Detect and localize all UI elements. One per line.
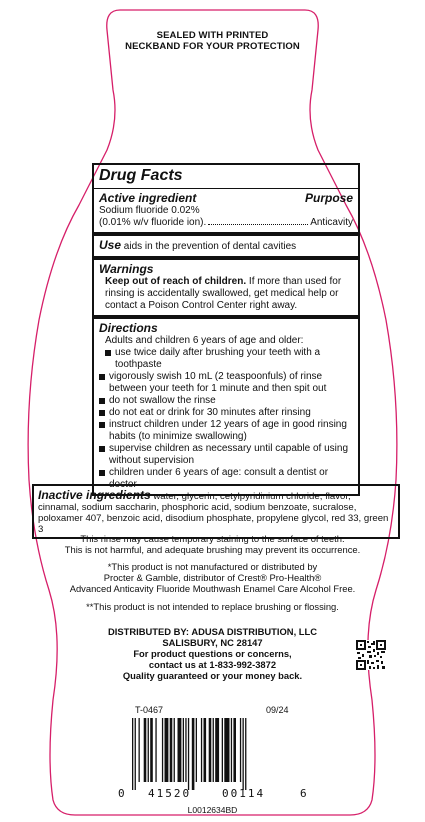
directions-item: vigorously swish 10 mL (2 teaspoonfuls) of rinse between your teeth for 1 minute and then spit out (99, 371, 353, 395)
barcode-bar (178, 718, 182, 782)
bullet-square-icon (99, 470, 105, 476)
directions-section (94, 319, 358, 494)
barcode-bar (213, 718, 214, 782)
barcode-bar (170, 718, 173, 782)
upc-barcode (130, 718, 296, 790)
seal-notice (0, 30, 425, 52)
barcode-bar (243, 718, 244, 790)
directions-item: do not eat or drink for 30 minutes after rinsing (99, 407, 353, 419)
directions-item: instruct children under 12 years of age in good rinsing habits (to minimize swallowing) (99, 419, 353, 443)
inactive-ingredients-text: water, glycerin, cetylpyridinium chloride, flavor, cinnamal, sodium saccharin, phosphoric acid, sodium benzoate, sucralose, poloxamer 407, benzoic acid, disodium phosphate, propylene glycol, red 33, green 3 (38, 491, 389, 535)
manufacturer-note (0, 561, 425, 594)
use-text: aids in the prevention of dental cavities (123, 241, 297, 252)
seal-line-1: SEALED WITH PRINTED (156, 30, 269, 41)
barcode-bar (204, 718, 207, 782)
inactive-ingredients-heading: Inactive ingredients (38, 488, 151, 502)
barcode-bar (150, 718, 153, 782)
barcode-bar (132, 718, 133, 790)
directions-intro: Adults and children 6 years of age and older: (105, 335, 304, 346)
warnings-heading: Warnings (99, 262, 154, 276)
purpose-heading: Purpose (304, 191, 353, 205)
drug-facts-title: Drug Facts (99, 167, 183, 184)
barcode-bar (215, 718, 219, 782)
replace-note: **This product is not intended to replace brushing or flossing. (86, 601, 339, 612)
barcode-bar (245, 718, 246, 790)
staining-line-1: This rinse may cause temporary staining to the surface of teeth. (80, 533, 345, 544)
barcode-bar (222, 718, 223, 782)
active-ingredient-heading: Active ingredient (99, 191, 197, 205)
staining-line-2: This is not harmful, and adequate brushing may prevent its occurrence. (64, 544, 361, 555)
seal-line-2: NECKBAND FOR YOUR PROTECTION (125, 41, 300, 52)
barcode-bar (188, 718, 189, 790)
barcode-bar (135, 718, 136, 790)
barcode-bar (196, 718, 197, 782)
active-ingredient-line-1: Sodium fluoride 0.02% (99, 205, 200, 216)
barcode-bar (240, 718, 241, 782)
barcode-bar (174, 718, 175, 782)
bullet-square-icon (99, 398, 105, 404)
active-ingredient-line-2: (0.01% w/v fluoride ion). (99, 217, 207, 228)
staining-note (0, 533, 425, 555)
purpose-value: Anticavity (310, 217, 353, 228)
barcode-bar (148, 718, 149, 782)
bullet-square-icon (99, 446, 105, 452)
bullet-square-icon (99, 410, 105, 416)
warnings-section (94, 260, 358, 315)
lot-code: L0012634BD (187, 805, 238, 815)
barcode-bar (183, 718, 184, 782)
warnings-bold-text: Keep out of reach of children. (105, 276, 247, 287)
distributor-line-1: DISTRIBUTED BY: ADUSA DISTRIBUTION, LLC (107, 626, 318, 637)
item-code: T-0467 (135, 705, 164, 715)
barcode-bar (162, 718, 163, 782)
drug-facts-header (94, 165, 358, 188)
inactive-ingredients-panel (32, 484, 400, 539)
warnings-text: If more than used for rinsing is accidentally swallowed, get medical help or contact a Poison Control Center right away. (105, 276, 342, 311)
upc-digits-group-1: 41520 (148, 787, 192, 800)
directions-heading: Directions (99, 321, 158, 335)
barcode-bar (233, 718, 236, 782)
upc-digit-left: 0 (118, 787, 125, 800)
barcode-bar (139, 718, 140, 782)
barcode-bar (144, 718, 147, 782)
barcode-bar (201, 718, 202, 782)
bullet-square-icon (105, 350, 111, 356)
date-code: 09/24 (266, 705, 289, 715)
distributor-line-4: contact us at 1-833-992-3872 (148, 659, 277, 670)
barcode-bar (165, 718, 169, 782)
directions-item: use twice daily after brushing your teeth with a toothpaste (99, 347, 353, 371)
upc-digits-group-2: 00114 (222, 787, 266, 800)
barcode-bar (155, 718, 156, 782)
distributor-line-2: SALISBURY, NC 28147 (162, 637, 263, 648)
barcode-bar (185, 718, 186, 782)
directions-item: children under 6 years of age: consult a dentist or doctor (99, 467, 353, 491)
qr-code-icon (356, 640, 386, 670)
distributor-line-5: Quality guaranteed or your money back. (122, 670, 303, 681)
manufacturer-line-2: Procter & Gamble, distributor of Crest® Pro-Health® (103, 572, 322, 583)
directions-item: supervise children as necessary until capable of using without supervision (99, 443, 353, 467)
manufacturer-line-3: Advanced Anticavity Fluoride Mouthwash Enamel Care Alcohol Free. (69, 583, 356, 594)
barcode-bar (209, 718, 212, 782)
barcode-bar (231, 718, 232, 782)
upc-digit-right: 6 (300, 787, 307, 800)
barcode-bar (224, 718, 229, 782)
bullet-square-icon (99, 422, 105, 428)
use-section (94, 236, 358, 256)
barcode-bar (192, 718, 195, 790)
active-ingredient-section (94, 189, 358, 232)
directions-item: do not swallow the rinse (99, 395, 353, 407)
drug-facts-panel (92, 163, 360, 496)
use-heading: Use (99, 238, 122, 252)
bullet-square-icon (99, 374, 105, 380)
manufacturer-line-1: *This product is not manufactured or distributed by (107, 561, 318, 572)
distributor-line-3: For product questions or concerns, (133, 648, 292, 659)
